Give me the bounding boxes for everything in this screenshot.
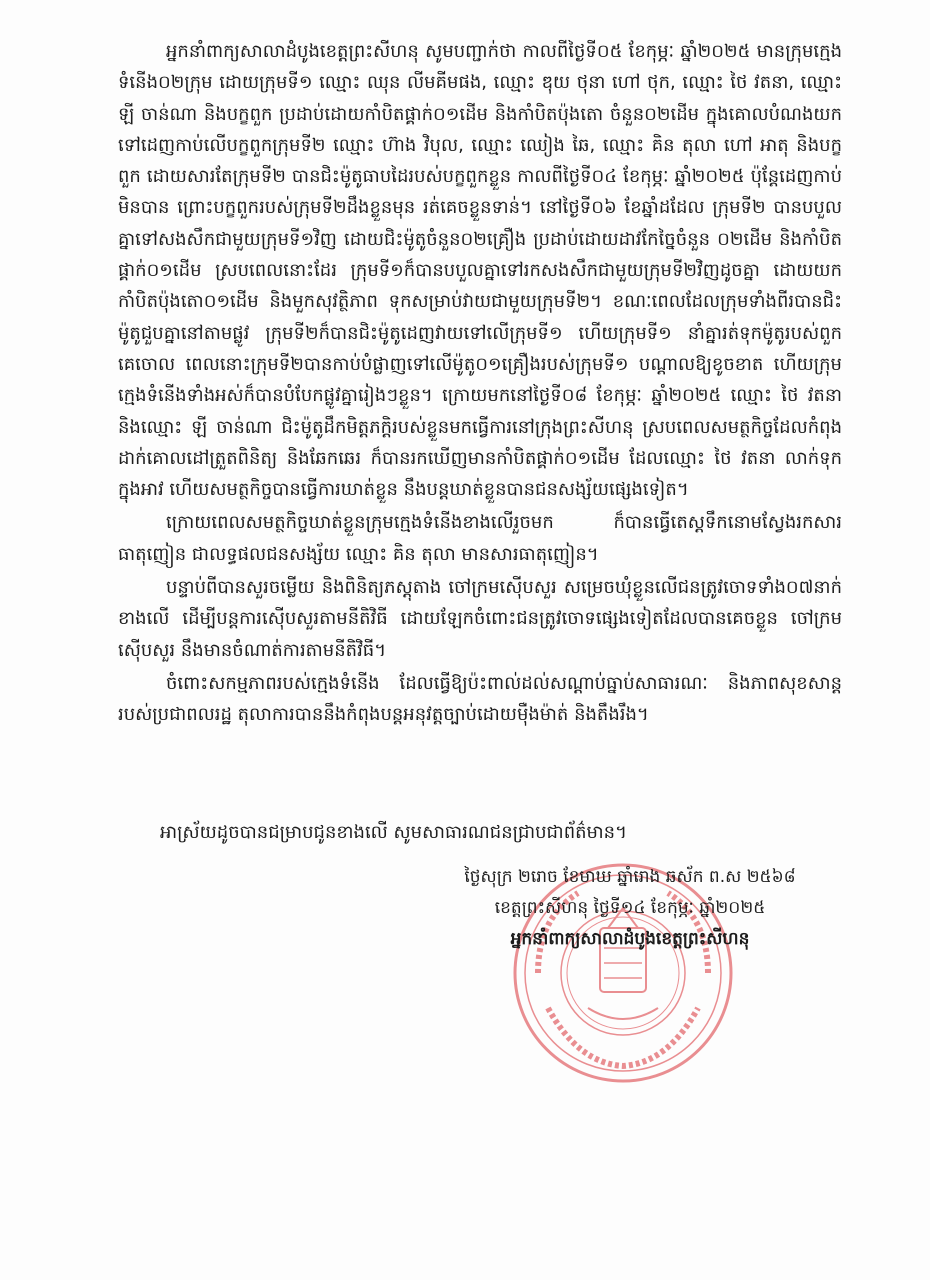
paragraph-drug-test: ក្រោយពេលសមត្ថកិច្ចឃាត់ខ្លួនក្រុមក្មេងទំនើងខាងលើរួចមក ក៏បានធ្វើតេស្តទឹកនោមស្វែងរកសារធាតុញៀន ជាលទ្ធផលជនសង្ស័យ ឈ្មោះ គិន តុលា មានសារធាតុញៀន។ — [118, 512, 842, 565]
closing-statement: អាស្រ័យដូចបានជម្រាបជូនខាងលើ សូមសាធារណជនជ្រាបជាព័ត៌មាន។ — [160, 822, 627, 843]
paragraph-enforcement: ចំពោះសកម្មភាពរបស់ក្មេងទំនើង ដែលធ្វើឱ្យប៉ះពាល់ដល់សណ្តាប់ធ្នាប់សាធារណៈ និងភាពសុខសាន្តរបស់ប្រជាពលរដ្ឋ តុលាការបាននឹងកំពុងបន្តអនុវត្តច្បាប់ដោយម៉ឺងម៉ាត់ និងតឹងរឹង។ — [118, 672, 842, 726]
lunar-date: ថ្ងៃសុក្រ ២រោច ខែមាឃ ឆ្នាំរោង ឆស័ក ព.ស ២៥៦៨ — [464, 867, 796, 887]
signature-block — [430, 862, 830, 955]
paragraph-incident: អ្នកនាំពាក្យសាលាដំបូងខេត្តព្រះសីហនុ សូមបញ្ជាក់ថា កាលពីថ្ងៃទី០៥ ខែកុម្ភៈ ឆ្នាំ២០២៥ មានក្រុមក្មេងទំនើង០២ក្រុម ដោយក្រុមទី១ ឈ្មោះ ឈុន លីមគីមផង, ឈ្មោះ ឌុយ ថុនា ហៅ ថុក, ឈ្មោះ ថៃ វតនា, ឈ្មោះ ឡី ចាន់ណា និងបក្ខពួក ប្រដាប់ដោយកាំបិតផ្គាក់០១ដើម និងកាំបិតប៉ុងតោ ចំនួន០២ដើម ក្នុងគោលបំណងយកទៅដេញកាប់លើបក្ខពួកក្រុមទី២ ឈ្មោះ ហ៊ាង វិបុល, ឈ្មោះ ឈៀង ឆៃ, ឈ្មោះ គិន តុលា ហៅ អាតុ និងបក្ខពួក ដោយសារតែក្រុមទី២ បានជិះម៉ូតូធាបដៃរបស់បក្ខពួកខ្លួន កាលពីថ្ងៃទី០៤ ខែកុម្ភៈ ឆ្នាំ២០២៥ ប៉ុន្តែដេញកាប់មិនបាន ព្រោះបក្ខពួករបស់ក្រុមទី២ដឹងខ្លួនមុន រត់គេចខ្លួនទាន់។ នៅថ្ងៃទី០៦ ខែឆ្នាំដដែល ក្រុមទី២ បានបបួលគ្នាទៅសងសឹកជាមួយក្រុមទី១វិញ ដោយជិះម៉ូតូចំនួន០២គ្រឿង ប្រដាប់ដោយដាវកែច្នៃចំនួន ០២ដើម និងកាំបិតផ្គាក់០១ដើម ស្របពេលនោះដែរ ក្រុមទី១ក៏បានបបួលគ្នាទៅរកសងសឹកជាមួយក្រុមទី២វិញដូចគ្នា ដោយយកកាំបិតប៉ុងតោ០១ដើម និងមួកសុវត្ថិភាព ទុកសម្រាប់វាយជាមួយក្រុមទី២។ ខណៈពេលដែលក្រុមទាំងពីរបានជិះម៉ូតូជួបគ្នានៅតាមផ្លូវ ក្រុមទី២ក៏បានជិះម៉ូតូដេញវាយទៅលើក្រុមទី១ ហើយក្រុមទី១ នាំគ្នារត់ទុកម៉ូតូរបស់ពួកគេចោល ពេលនោះក្រុមទី២បានកាប់បំផ្លាញទៅលើម៉ូតូ០១គ្រឿងរបស់ក្រុមទី១ បណ្តាលឱ្យខូចខាត ហើយក្រុមក្មេងទំនើងទាំងអស់ក៏បានបំបែកផ្លូវគ្នារៀងៗខ្លួន។ ក្រោយមកនៅថ្ងៃទី០៨ ខែកុម្ភៈ ឆ្នាំ២០២៥ ឈ្មោះ ថៃ វតនា និងឈ្មោះ ឡី ចាន់ណា ជិះម៉ូតូដឹកមិត្តភក្តិរបស់ខ្លួនមកធ្វើការនៅក្រុងព្រះសីហនុ ស្របពេលសមត្ថកិច្ចដែលកំពុងដាក់គោលដៅត្រួតពិនិត្យ និងឆែកឆេរ ក៏បានរកឃើញមានកាំបិតផ្គាក់០១ដើម ដែលឈ្មោះ ថៃ វតនា លាក់ទុកក្នុងអាវ ហើយសមត្ថកិច្ចបានធ្វើការឃាត់ខ្លួន នឹងបន្តឃាត់ខ្លួនបានជនសង្ស័យផ្សេងទៀត។ — [118, 41, 842, 501]
signatory-title: អ្នកនាំពាក្យសាលាដំបូងខេត្តព្រះសីហនុ — [510, 929, 750, 949]
document-body — [118, 36, 842, 733]
place-date: ខេត្តព្រះសីហនុ ថ្ងៃទី១៤ ខែកុម្ភៈ ឆ្នាំ២០២៥ — [494, 898, 766, 918]
paragraph-detention: បន្ទាប់ពីបានសួរចម្លើយ និងពិនិត្យភស្តុតាង ចៅក្រមស៊ើបសួរ សម្រេចឃុំខ្លួនលើជនត្រូវចោទទាំង០៧នាក់ខាងលើ ដើម្បីបន្តការស៊ើបសួរតាមនីតិវិធី ដោយឡែកចំពោះជនត្រូវចោទផ្សេងទៀតដែលបានគេចខ្លួន ចៅក្រមស៊ើបសួរ នឹងមានចំណាត់ការតាមនីតិវិធី។ — [118, 577, 842, 661]
